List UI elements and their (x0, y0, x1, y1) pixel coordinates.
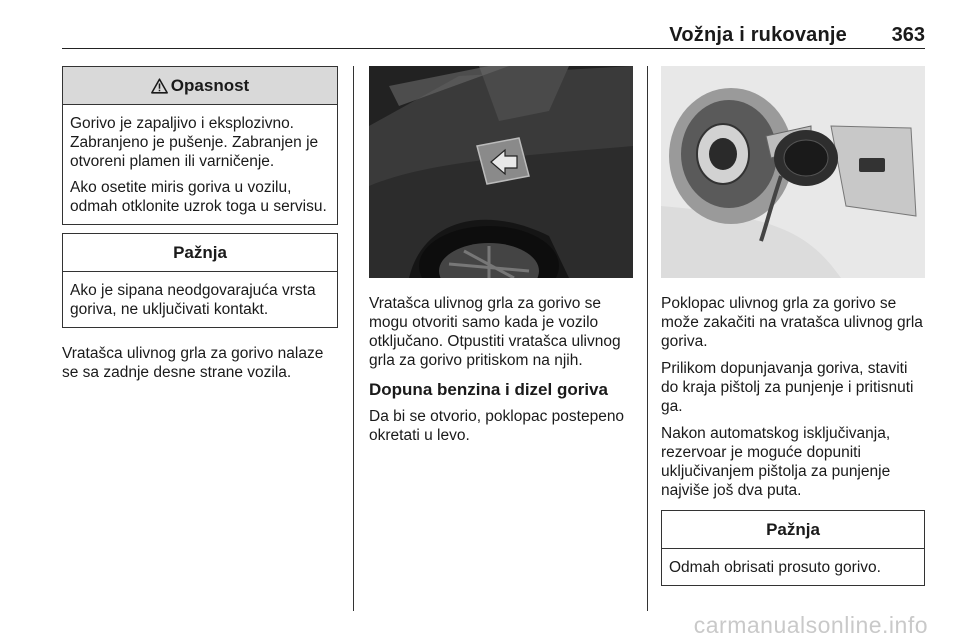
page-number: 363 (891, 24, 925, 46)
fuel-door-illustration (369, 66, 633, 278)
caution-paragraph: Ako je sipana neodgovarajuća vrsta goriva, ne uključivati kontakt. (70, 282, 316, 318)
caution-box-body (63, 272, 337, 327)
caution-box (661, 510, 925, 586)
caution-box (62, 233, 338, 328)
column-divider (647, 66, 648, 611)
watermark-text: carmanualsonline.info (693, 612, 928, 638)
caution-box-title: Pažnja (766, 519, 820, 539)
body-paragraph: Da bi se otvorio, poklopac postepeno okretati u levo. (369, 408, 625, 444)
column-right (661, 66, 925, 586)
danger-box (62, 66, 338, 225)
caution-box-header (63, 234, 337, 272)
caution-box-body (662, 549, 924, 585)
column-divider (353, 66, 354, 611)
fuel-cap-illustration (661, 66, 925, 278)
column-left (62, 66, 338, 390)
warning-triangle-icon (151, 78, 168, 94)
column-middle (369, 66, 633, 453)
body-paragraph: Nakon automatskog isključivanja, rezervoar je moguće dopuniti uključivanjem pištolja za punjenje najviše još dva puta. (661, 425, 891, 499)
danger-box-body (63, 105, 337, 224)
section-heading: Dopuna benzina i dizel goriva (369, 380, 608, 399)
caution-box-header (662, 511, 924, 549)
danger-box-header (63, 67, 337, 105)
body-paragraph: Poklopac ulivnog grla za gorivo se može zakačiti na vratašca ulivnog grla goriva. (661, 295, 923, 350)
section-title: Vožnja i rukovanje (669, 24, 847, 46)
danger-box-title: Opasnost (170, 75, 250, 95)
page-header (62, 22, 925, 49)
fuel-door-photo (369, 66, 633, 278)
caution-box-title: Pažnja (173, 242, 227, 262)
danger-paragraph: Gorivo je zapaljivo i eksplozivno. Zabranjeno je pušenje. Zabranjen je otvoreni plamen ili varničenje. (70, 115, 319, 170)
body-paragraph: Prilikom dopunjavanja goriva, staviti do kraja pištolj za punjenje i pritisnuti ga. (661, 360, 914, 415)
caution-paragraph: Odmah obrisati prosuto gorivo. (669, 559, 881, 576)
danger-paragraph: Ako osetite miris goriva u vozilu, odmah otklonite uzrok toga u servisu. (70, 179, 327, 215)
body-paragraph: Vratašca ulivnog grla za gorivo nalaze se sa zadnje desne strane vozila. (62, 345, 324, 381)
body-paragraph: Vratašca ulivnog grla za gorivo se mogu otvoriti samo kada je vozilo otključano. Otpustiti vratašca ulivnog grla za gorivo pritiskom na njih. (369, 295, 621, 369)
fuel-cap-photo (661, 66, 925, 278)
